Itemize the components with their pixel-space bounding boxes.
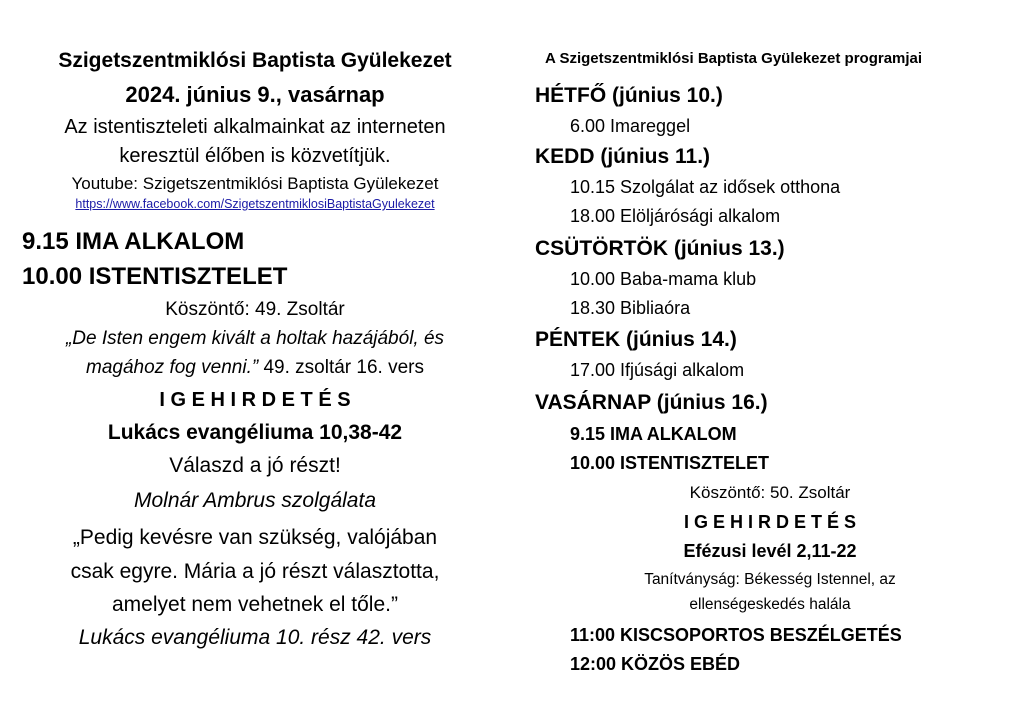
service-date: 2024. június 9., vasárnap [125, 82, 385, 107]
sermon-passage: Lukács evangéliuma 10,38-42 [107, 421, 403, 444]
preacher-name: Molnár Ambrus szolgálata [134, 489, 376, 512]
schedule-item: 10.15 Szolgálat az idősek otthona [570, 177, 841, 197]
day-sunday: VASÁRNAP (június 16.) [535, 391, 768, 414]
sunday-service: 10.00 ISTENTISZTELET [570, 453, 770, 473]
sunday-prayer: 9.15 IMA ALKALOM [570, 424, 737, 444]
prayer-time: 9.15 IMA ALKALOM [22, 228, 245, 255]
lunch-time: 12:00 KÖZÖS EBÉD [570, 654, 741, 674]
schedule-item: 17.00 Ifjúsági alkalom [570, 360, 745, 380]
sermon-title: Válaszd a jó részt! [169, 454, 341, 477]
psalm-quote-line1: „De Isten engem kivált a holtak hazájából, és [65, 328, 445, 349]
schedule-item: 18.30 Bibliaóra [570, 298, 691, 318]
sunday-sermon-heading: I G E H I R D E T É S [683, 512, 857, 532]
facebook-link[interactable]: https://www.facebook.com/SzigetszentmiklosiBaptistaGyulekezet [75, 197, 435, 211]
greeting-psalm: Köszöntő: 49. Zsoltár [165, 299, 345, 320]
day-friday: PÉNTEK (június 14.) [535, 328, 737, 351]
schedule-item: 6.00 Imareggel [570, 116, 691, 136]
stream-note-line2: keresztül élőben is közvetítjük. [119, 145, 391, 167]
sunday-topic-line1: Tanítványság: Békesség Istennel, az [644, 571, 896, 588]
sermon-heading: I G E H I R D E T É S [159, 389, 351, 411]
psalm-quote-line2: magához fog venni.” [86, 357, 259, 378]
service-time: 10.00 ISTENTISZTELET [22, 263, 288, 290]
sunday-topic-line2: ellenségeskedés halála [689, 596, 851, 613]
psalm-quote-line2-wrap [20, 357, 490, 379]
day-monday: HÉTFŐ (június 10.) [535, 84, 723, 107]
verse-line3: amelyet nem vehetnek el tőle.” [112, 593, 398, 616]
sunday-greeting: Köszöntő: 50. Zsoltár [689, 483, 851, 502]
verse-line2: csak egyre. Mária a jó részt választotta, [70, 560, 440, 583]
schedule-item: 18.00 Elöljárósági alkalom [570, 206, 781, 226]
psalm-reference: 49. zsoltár 16. vers [258, 357, 424, 378]
verse-line1: „Pedig kevésre van szükség, valójában [72, 526, 438, 549]
schedule-item: 10.00 Baba-mama klub [570, 269, 757, 289]
youtube-channel: Youtube: Szigetszentmiklósi Baptista Gyülekezet [71, 174, 439, 193]
day-tuesday: KEDD (június 11.) [535, 145, 711, 168]
stream-note-line1: Az istentiszteleti alkalmainkat az interneten [64, 116, 446, 138]
sunday-passage: Efézusi levél 2,11-22 [683, 541, 857, 561]
day-thursday: CSÜTÖRTÖK (június 13.) [535, 237, 785, 260]
smallgroups-time: 11:00 KISCSOPORTOS BESZÉLGETÉS [570, 625, 902, 645]
church-name: Szigetszentmiklósi Baptista Gyülekezet [58, 49, 452, 72]
verse-reference: Lukács evangéliuma 10. rész 42. vers [78, 626, 432, 649]
programs-title: A Szigetszentmiklósi Baptista Gyülekezet programjai [545, 50, 923, 67]
